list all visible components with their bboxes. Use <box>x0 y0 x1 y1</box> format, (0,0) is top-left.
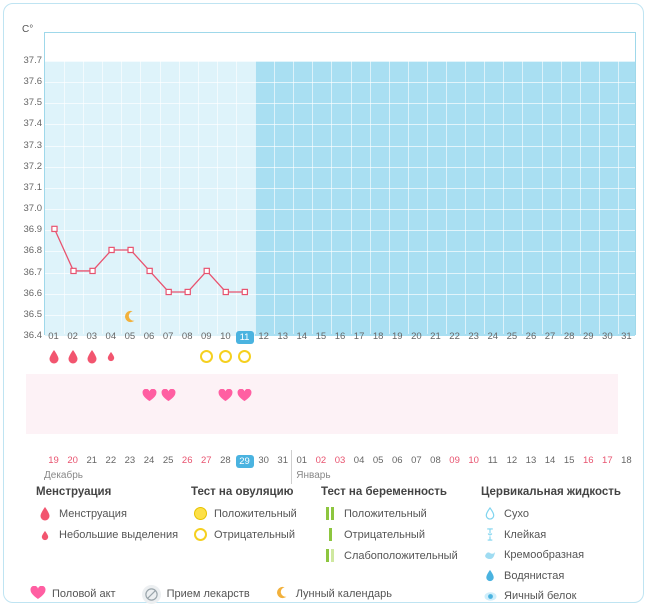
x-axis-day[interactable]: 18 <box>372 331 384 342</box>
temperature-point[interactable] <box>185 289 190 294</box>
month-label-right: Январь <box>296 470 331 481</box>
x-axis-day[interactable]: 20 <box>411 331 422 342</box>
legend-item <box>191 507 336 520</box>
x-axis-day[interactable]: 17 <box>353 331 365 342</box>
date-strip-day[interactable]: 01 <box>296 455 308 466</box>
legend-ovulation-title: Тест на овуляцию <box>191 486 294 498</box>
legend-item-label: Сухо <box>504 507 529 520</box>
date-strip-day[interactable]: 19 <box>48 455 59 466</box>
watery-icon <box>481 569 499 582</box>
x-axis-day[interactable]: 16 <box>334 331 346 342</box>
date-strip-day[interactable]: 20 <box>67 455 78 466</box>
date-strip-day[interactable]: 24 <box>143 455 155 466</box>
date-strip-day[interactable]: 08 <box>430 455 441 466</box>
date-strip-day[interactable]: 11 <box>487 455 498 466</box>
legend-item-label: Слабоположительный <box>344 549 458 562</box>
date-strip-day[interactable]: 16 <box>582 455 594 466</box>
heart-icon[interactable] <box>236 389 254 405</box>
y-tick-label: 37.6 <box>23 76 42 88</box>
droplet-outline-icon <box>481 507 499 520</box>
legend-sex <box>30 586 116 603</box>
legend-item <box>36 529 201 541</box>
temperature-point[interactable] <box>242 289 247 294</box>
legend-item-label: Клейкая <box>504 528 547 541</box>
x-axis-day[interactable]: 23 <box>468 331 479 342</box>
y-tick-label: 36.9 <box>23 224 42 236</box>
date-strip-day[interactable]: 05 <box>372 455 384 466</box>
moon-icon <box>124 310 138 327</box>
drop-icon <box>36 507 54 521</box>
heart-icon[interactable] <box>140 389 158 405</box>
circle-outline-icon[interactable] <box>197 350 215 366</box>
y-tick-label: 37.7 <box>23 55 42 66</box>
legend-item <box>481 507 646 520</box>
date-strip-day[interactable]: 21 <box>86 455 98 466</box>
y-tick-label: 37.5 <box>23 97 42 109</box>
x-axis-day[interactable]: 07 <box>162 331 174 342</box>
legend-item <box>481 528 646 541</box>
x-axis-day[interactable]: 25 <box>506 331 518 342</box>
date-strip-day[interactable]: 28 <box>220 455 231 466</box>
legend-pregnancy-title: Тест на беременность <box>321 486 447 498</box>
x-axis-day[interactable]: 14 <box>296 331 308 342</box>
legend-item-label: Водянистая <box>504 569 565 582</box>
temperature-polyline <box>54 229 244 292</box>
circle-outline-icon[interactable] <box>236 350 254 366</box>
drop-small-icon <box>36 529 54 541</box>
legend-item <box>321 507 481 520</box>
y-axis-unit-label: C° <box>22 24 34 35</box>
x-axis-day[interactable]: 29 <box>582 331 594 342</box>
x-axis-day[interactable]: 15 <box>315 331 327 342</box>
y-tick-label: 36.5 <box>23 308 42 320</box>
legend-item-label: Положительный <box>214 507 297 520</box>
legend-medication <box>142 585 250 604</box>
x-axis-day[interactable]: 01 <box>48 331 59 342</box>
legend-item <box>321 549 481 562</box>
date-strip[interactable] <box>44 455 636 471</box>
x-axis-day[interactable]: 30 <box>602 331 613 342</box>
x-axis-day[interactable]: 12 <box>258 331 269 342</box>
date-strip-day[interactable]: 30 <box>258 455 269 466</box>
y-tick-label: 37.0 <box>23 203 42 215</box>
legend-item <box>36 507 201 521</box>
legend-menstruation-title: Менструация <box>36 486 112 498</box>
circle-outline-icon[interactable] <box>216 350 234 366</box>
legend-moon-calendar <box>276 586 392 603</box>
x-axis-day[interactable]: 13 <box>277 331 288 342</box>
temperature-chart <box>22 14 636 344</box>
chart-card <box>3 3 644 603</box>
legend-item-label: Лунный календарь <box>295 588 392 600</box>
legend-item-label: Небольшие выделения <box>59 529 179 541</box>
temperature-point[interactable] <box>147 268 152 273</box>
date-strip-day[interactable]: 12 <box>506 455 518 466</box>
x-axis-day[interactable]: 19 <box>391 331 403 342</box>
one-bar-icon <box>321 528 339 541</box>
date-strip-day[interactable]: 13 <box>525 455 537 466</box>
y-tick-label: 36.6 <box>23 287 42 299</box>
bottom-legend <box>30 584 630 604</box>
drop-small-icon[interactable] <box>102 350 120 365</box>
temperature-point[interactable] <box>90 268 95 273</box>
temperature-point[interactable] <box>52 226 57 231</box>
drop-icon[interactable] <box>45 350 63 367</box>
legend-item-label: Менструация <box>59 508 127 520</box>
x-axis-day[interactable]: 06 <box>143 331 155 342</box>
x-axis-day[interactable]: 26 <box>525 331 537 342</box>
date-strip-day[interactable]: 07 <box>411 455 422 466</box>
y-axis-tick-labels <box>22 32 44 341</box>
x-axis-day[interactable]: 09 <box>201 331 212 342</box>
temperature-point[interactable] <box>128 247 133 252</box>
date-strip-day[interactable]: 15 <box>563 455 575 466</box>
legend-item-label: Кремообразная <box>504 549 585 561</box>
legend-cervical-title: Цервикальная жидкость <box>481 486 621 498</box>
legend-item-label: Прием лекарств <box>166 588 250 600</box>
date-strip-day[interactable]: 22 <box>105 455 117 466</box>
drop-icon[interactable] <box>83 350 101 367</box>
legend-item-label: Положительный <box>344 507 427 520</box>
legend-pregnancy-test <box>321 486 481 570</box>
x-axis-day[interactable]: 27 <box>544 331 556 342</box>
chart-plot-area <box>44 32 636 335</box>
date-strip-day[interactable]: 04 <box>353 455 365 466</box>
x-axis-day[interactable]: 24 <box>487 331 499 342</box>
temperature-point[interactable] <box>71 268 76 273</box>
y-tick-label: 37.2 <box>23 160 42 172</box>
date-strip-day[interactable]: 03 <box>334 455 346 466</box>
x-axis-day[interactable]: 22 <box>449 331 460 342</box>
legend-item <box>321 528 481 541</box>
date-strip-day[interactable]: 23 <box>124 455 136 466</box>
y-tick-label: 36.8 <box>23 245 42 257</box>
legend-item-label: Отрицательный <box>344 528 425 541</box>
x-axis-day[interactable]: 10 <box>220 331 231 342</box>
x-axis-day[interactable]: 31 <box>621 331 632 342</box>
date-strip-day[interactable]: 18 <box>621 455 632 466</box>
moon-icon <box>276 586 290 603</box>
temperature-point[interactable] <box>109 247 114 252</box>
sticky-icon <box>481 528 499 541</box>
legend-item <box>191 528 336 541</box>
x-axis-day[interactable]: 05 <box>124 331 136 342</box>
date-strip-day[interactable]: 09 <box>449 455 460 466</box>
x-axis-day[interactable]: 28 <box>563 331 575 342</box>
circle-outline-icon <box>191 528 209 541</box>
date-strip-day[interactable]: 29 <box>236 455 254 468</box>
temperature-line <box>45 33 635 334</box>
x-axis-day-numbers[interactable] <box>44 331 636 347</box>
x-axis-day[interactable]: 11 <box>236 331 254 344</box>
date-strip-day[interactable]: 02 <box>315 455 327 466</box>
date-strip-day[interactable]: 26 <box>181 455 193 466</box>
y-tick-label: 37.4 <box>23 118 42 130</box>
menstruation-ovulation-row[interactable] <box>44 350 636 372</box>
date-strip-day[interactable]: 27 <box>201 455 212 466</box>
x-axis-day[interactable]: 02 <box>67 331 78 342</box>
drop-icon[interactable] <box>64 350 82 367</box>
y-tick-label: 37.1 <box>23 181 42 193</box>
temperature-point[interactable] <box>166 289 171 294</box>
legend-item <box>481 549 646 561</box>
y-tick-label: 36.4 <box>23 330 42 341</box>
month-separator <box>291 450 292 484</box>
date-strip-day[interactable]: 14 <box>544 455 556 466</box>
legend-item-label: Яичный белок <box>504 590 577 602</box>
circle-filled-icon <box>191 507 209 520</box>
month-label-left: Декабрь <box>44 470 83 481</box>
legend-item <box>481 569 646 582</box>
bar-pale-bar-icon <box>321 549 339 562</box>
date-strip-day[interactable]: 06 <box>391 455 403 466</box>
legend-menstruation <box>36 486 201 549</box>
legend-ovulation-test <box>191 486 336 549</box>
date-strip-day[interactable]: 25 <box>162 455 174 466</box>
date-strip-day[interactable]: 10 <box>468 455 479 466</box>
y-tick-label: 36.7 <box>23 266 42 278</box>
heart-icon[interactable] <box>159 389 177 405</box>
y-tick-label: 37.3 <box>23 139 42 151</box>
date-strip-day[interactable]: 17 <box>602 455 613 466</box>
x-axis-day[interactable]: 21 <box>430 331 441 342</box>
heart-icon[interactable] <box>216 389 234 405</box>
temperature-point[interactable] <box>204 268 209 273</box>
x-axis-day[interactable]: 08 <box>181 331 193 342</box>
two-bars-icon <box>321 507 339 520</box>
pill-icon <box>142 585 161 604</box>
legend-item-label: Половой акт <box>52 588 116 600</box>
date-strip-day[interactable]: 31 <box>277 455 288 466</box>
x-axis-day[interactable]: 03 <box>86 331 98 342</box>
creamy-icon <box>481 549 499 561</box>
sex-markers-row[interactable] <box>44 389 636 411</box>
heart-icon <box>30 586 46 603</box>
x-axis-day[interactable]: 04 <box>105 331 117 342</box>
legend-item-label: Отрицательный <box>214 528 295 541</box>
temperature-point[interactable] <box>223 289 228 294</box>
